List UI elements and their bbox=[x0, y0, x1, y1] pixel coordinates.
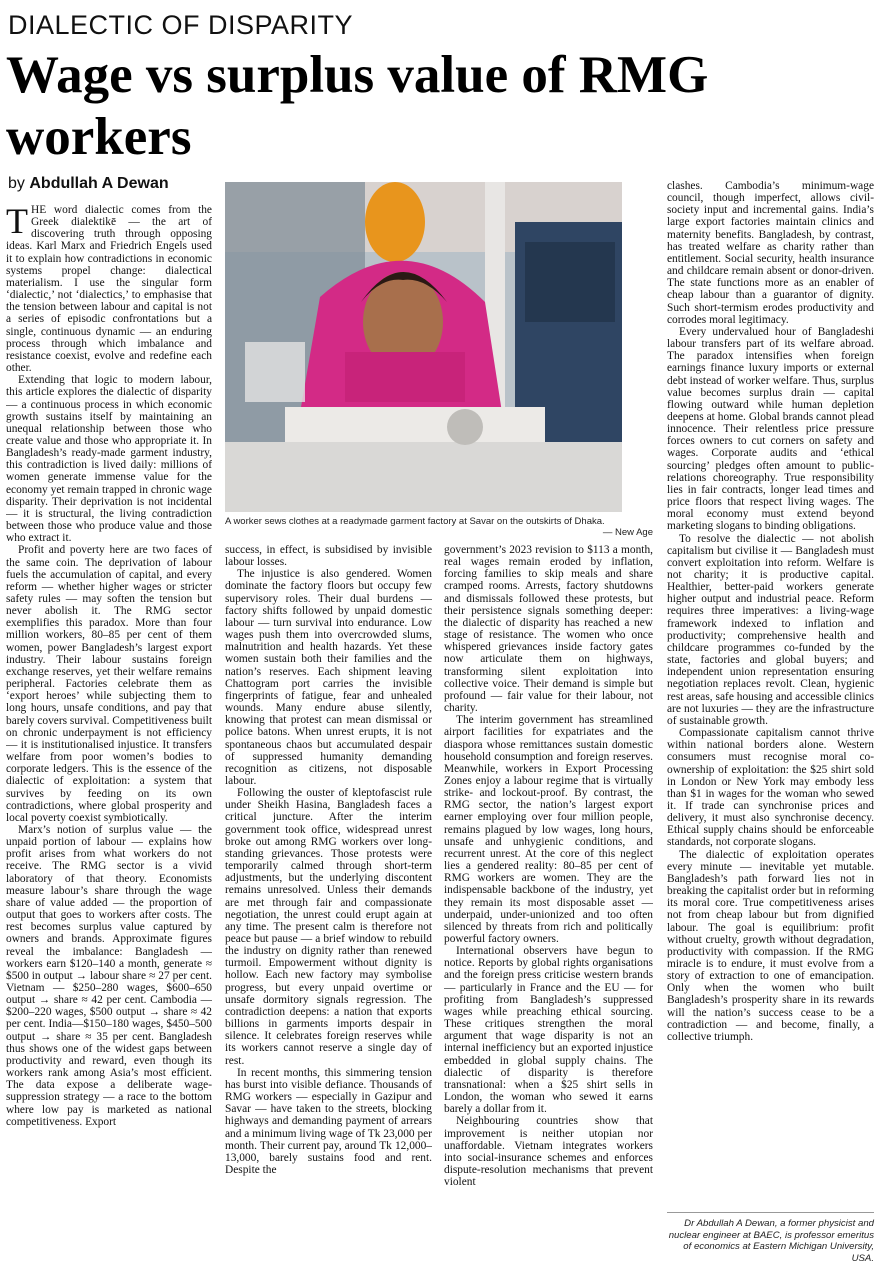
article-headline: Wage vs surplus value of RMG workers bbox=[6, 46, 709, 166]
paragraph: To resolve the dialectic — not abolish capitalism but civilise it — Bangladesh must convert exploitation into reform. Welfare is not charity; it is productive capital. Healthier, better-paid workers generate higher output and industrial peace. Reform requires three imperatives: a living-wage framework indexed to inflation and productivity; comprehensive health and childcare programmes co-funded by the state, factories and global buyers; and independent union representation ensuring negotiation replaces revolt. Clean, hygienic rest areas, safe housing and accessible clinics are not luxuries — they are the infrastructure of sustainable growth. bbox=[667, 532, 874, 727]
paragraph: Compassionate capitalism cannot thrive within national borders alone. Western consumers must recognise moral co-ownership of exploitation: the $25 shirt sold in London or New York may embody less than $1 in wages for the woman who sewed it. If trade can synchronise prices and delivery, it must also synchronise decency. Ethical supply chains should be enforceable standards, not corporate slogans. bbox=[667, 727, 874, 849]
paragraph: Marx’s notion of surplus value — the unpaid portion of labour — explains how profit arises from what workers do not receive. The RMG sector is a vivid laboratory of that theory. Economists measure labour’s share through the wage share of value added — the proportion of output that goes to workers after costs. The rest becomes surplus value captured by owners and brands. Approximate figures reveal the imbalance: Bangladesh — workers earn $120–140 a month, generate ≈ $500 in output → labour share ≈ 27 per cent. Vietnam — $250–280 wages, $600–650 output → share ≈ 42 per cent. Cambodia — $200–220 wages, $500 output → share ≈ 42 per cent. India—$150–180 wages, $450–500 output → share ≈ 35 per cent. Bangladesh thus shows one of the widest gaps between productivity and reward, even though its workers rank among Asia’s most efficient. The data expose a deliberate wage-suppression strategy — a race to the bottom where low pay is marketed as national competitiveness. Export bbox=[6, 823, 212, 1128]
paragraph: clashes. Cambodia’s minimum-wage council, though imperfect, allows civil-society input and incremental gains. India’s large export factories maintain clinics and maternity benefits. Bangladesh, by contrast, has treated welfare as charity rather than entitlement. Social security, health insurance and childcare remain absent or donor-driven. The state functions more as an enabler of cheap labour than a guarantor of dignity. Such short-termism erodes productivity and corrodes moral legitimacy. bbox=[667, 180, 874, 326]
paragraph: Profit and poverty here are two faces of the same coin. The deprivation of labour fuels the accumulation of capital, and every reform — whether higher wages or stricter safety rules — may soften the tension but never abolish it. The RMG sector exemplifies this paradox. More than four million workers, 80–85 per cent of them women, power Bangladesh’s largest export industry. Their labour sustains foreign exchange reserves, yet their welfare remains peripheral. Factories celebrate them as ‘export heroes’ while subjecting them to long hours, unsafe conditions, and pay that barely covers survival. Competitiveness built on chronic underpayment is not efficiency — it is institutionalised injustice. It transfers welfare from poor women’s bodies to corporate ledgers. This is the essence of the dialectic of exploitation: a system that survives by feeding on its own contradictions, where global prosperity and local poverty coexist symbiotically. bbox=[6, 544, 212, 824]
article-column-2 bbox=[225, 544, 432, 1274]
article-column-1 bbox=[6, 204, 212, 1274]
byline bbox=[8, 175, 169, 193]
bio-divider bbox=[667, 1212, 874, 1213]
paragraph: The interim government has streamlined airport facilities for expatriates and the diaspora whose remittances sustain domestic household consumption and foreign reserves. Meanwhile, workers in Export Processing Zones enjoy a labour regime that is virtually strike- and lockout-proof. By contrast, the RMG sector, the nation’s largest export earner employing over four million people, remains plagued by low wages, long hours, unsafe and unhygienic conditions, and recurrent unrest. At the core of this neglect lies a gendered reality: 80–85 per cent of RMG workers are women. They are the indispensable backbone of the industry, yet they remain its most disposable asset — underpaid, under-unionized and too often silenced by threats from rich and politically powerful factory owners. bbox=[444, 714, 653, 945]
drop-cap: T bbox=[6, 204, 28, 241]
article-column-4 bbox=[667, 180, 874, 1200]
paragraph: Neighbouring countries show that improvement is neither utopian nor unaffordable. Vietnam integrates workers into social-insurance schemes and enforces dispute-resolution mechanisms that prevent violent bbox=[444, 1115, 653, 1189]
paragraph-text: HE word dialectic comes from the Greek dialektikē — the art of discovering truth through opposing ideas. Karl Marx and Friedrich Engels used it to explain how contradictions in economic systems propel change: dialectical materialism. I use the singular form ‘dialectic,’ not ‘dialectics,’ to emphasise that the tension between labour and capital is not a series of episodic confrontations but a single, continuous dynamic — an enduring process through which imbalance and resistance coexist, evolve and redefine each other. bbox=[6, 204, 212, 375]
author-name: Abdullah A Dewan bbox=[29, 175, 169, 192]
paragraph: The dialectic of exploitation operates every minute — inevitable yet mutable. Bangladesh’s path forward lies not in breaking the capitalist order but in reforming its moral core. True competitiveness arises not from cheap labour but from dignified labour. The goal is equilibrium: profit without cruelty, growth without degradation, productivity with compassion. If the RMG miracle is to endure, it must evolve from a story of extraction to one of emancipation. Only when the women who built Bangladesh’s prosperity share in its rewards will the nation’s success cease to be a contradiction — and become, finally, a collective triumph. bbox=[667, 848, 874, 1043]
paragraph: Extending that logic to modern labour, this article explores the dialectic of disparity — a continuous process in which economic growth sustains itself by maintaining an unequal relationship between those who create value and those who appropriate it. In Bangladesh’s ready-made garment industry, this contradiction is lived daily: millions of women generate immense value for the economy yet remain trapped in chronic wage disparity. Their deprivation is not incidental — it is structural, the living contradiction between those who produce value and those who extract it. bbox=[6, 374, 212, 545]
paragraph: In recent months, this simmering tension has burst into visible defiance. Thousands of RMG workers — especially in Gazipur and Savar — have taken to the streets, blocking highways and demanding payment of arrears and a minimum living wage of Tk 23,000 per month. Their current pay, around Tk 12,000–13,000, barely sustains food and rent. Despite the bbox=[225, 1066, 432, 1176]
paragraph bbox=[6, 204, 212, 374]
author-bio: Dr Abdullah A Dewan, a former physicist and nuclear engineer at BAEC, is professor emeritus of economics at Eastern Michigan University, USA. bbox=[668, 1218, 874, 1264]
article-photo bbox=[225, 182, 622, 512]
paragraph: success, in effect, is subsidised by invisible labour losses. bbox=[225, 544, 432, 569]
paragraph: Following the ouster of kleptofascist rule under Sheikh Hasina, Bangladesh faces a critical juncture. After the interim government took office, widespread unrest broke out among RMG workers over long-standing grievances. Those protests were temporarily calmed through short-term adjustments, but the underlying discontent remains unresolved. Unless their demands are met through fair and compassionate negotiation, the unrest could erupt again at any time. The present calm is therefore not peace but pause — a brief window to rebuild the industry on dignity rather than renewed turmoil. Empowerment without dignity is hollow. Each new factory may symbolise progress, but every unpaid overtime or unsafe dormitory signals regression. The contradiction deepens: a nation that exports billions in garments imports despair in silence. It celebrates foreign reserves while its workers cannot reserve a single day of rest. bbox=[225, 787, 432, 1067]
caption-text: A worker sews clothes at a readymade garment factory at Savar on the outskirts of Dhaka. bbox=[225, 516, 605, 527]
garment-worker-photo-illustration bbox=[225, 182, 622, 512]
photo-caption bbox=[225, 516, 653, 538]
section-kicker: DIALECTIC OF DISPARITY bbox=[8, 10, 354, 40]
photo-credit: — New Age bbox=[602, 527, 653, 538]
paragraph: Every undervalued hour of Bangladeshi labour transfers part of its welfare abroad. The paradox intensifies when foreign earnings finance luxury imports or external debt instead of worker welfare. Thus, surplus value becomes surplus drain — capital flowing outward while human depletion deepens at home. Global brands cannot plead innocence. Their relentless price pressure forces owners to cut corners on safety and wages. Corporate audits and ‘ethical sourcing’ pledges often amount to public-relations choreography. True responsibility lies in fair contracts, longer lead times and price floors that respect living wages. The moral economy must extend beyond marketing slogans to binding obligations. bbox=[667, 325, 874, 533]
article-column-3 bbox=[444, 544, 653, 1274]
byline-prefix: by bbox=[8, 175, 25, 192]
paragraph: International observers have begun to notice. Reports by global rights organisations and the foreign press criticise western brands — particularly in France and the EU — for profiting from Bangladesh’s suppressed wages while preaching ethical sourcing. These critiques strengthen the moral argument that wage disparity is not an internal inefficiency but an exported injustice embedded in global supply chains. The dialectic of disparity is therefore transnational: when a $25 shirt sells in London, the woman who sewed it earns barely a dollar from it. bbox=[444, 945, 653, 1116]
paragraph: government’s 2023 revision to $113 a month, real wages remain eroded by inflation, forcing families to skip meals and share cramped rooms. Arrests, factory shutdowns and dismissals followed these protests, but their persistence signals something deeper: the dialectic of disparity has reached a new stage of resistance. The women who once whispered grievances inside factory gates now articulate them on highways, transforming silent exploitation into collective voice. Their demand is simple but profound — fair value for their labour, not charity. bbox=[444, 544, 653, 715]
paragraph: The injustice is also gendered. Women dominate the factory floors but occupy few supervisory roles. Their dual burdens — factory shifts followed by unpaid domestic labour — turn survival into endurance. Low wages push them into overcrowded slums, malnutrition and health hazards. Yet these women sustain both their families and the nation’s reserves. Each shipment leaving Chattogram port carries the invisible fingerprints of fatigue, fear and unhealed wounds. Many endure abuse silently, knowing that protest can mean dismissal or police batons. When unrest erupts, it is not spontaneous chaos but accumulated despair of suppressed humanity demanding recognition as citizens, not disposable labour. bbox=[225, 568, 432, 787]
